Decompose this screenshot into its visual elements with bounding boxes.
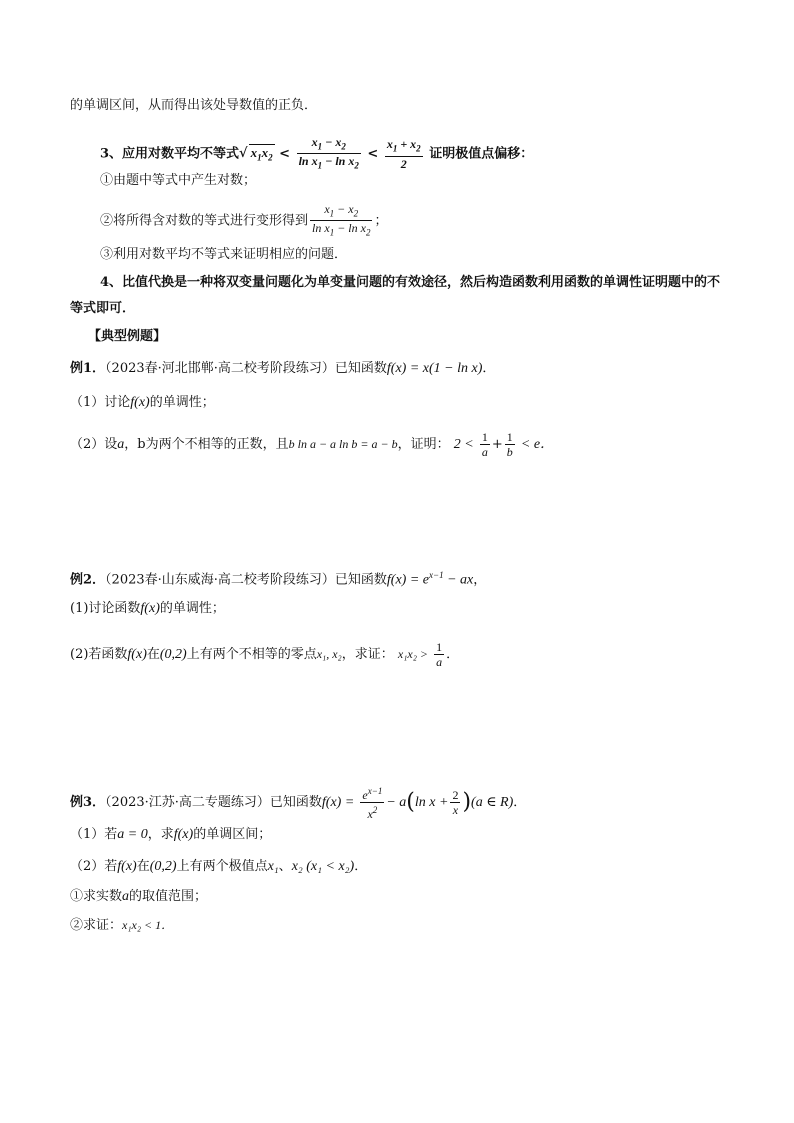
- ex3-sub1-suffix: 的取值范围；: [129, 889, 208, 904]
- item-3-sub-1: ①由题中等式中产生对数；: [100, 173, 257, 188]
- frac-1-over-a: $\frac{1}{a}$: [481, 430, 488, 459]
- ex3-q2-interval: (0,2): [149, 859, 177, 874]
- example-2-func-tail: − ax: [443, 572, 474, 588]
- ex2-q1-suffix: 的单调性；: [159, 601, 225, 616]
- ex3-q2-func: f(x): [117, 859, 137, 874]
- q2-ineq-left: 2 <: [453, 437, 474, 452]
- example-2-exponent: x−1: [429, 570, 444, 580]
- example-3-sub-1: [70, 888, 207, 906]
- ex2-q2-func: f(x): [127, 647, 147, 662]
- ex3-q1-mid: ，求: [147, 827, 174, 842]
- example-2-q1: [70, 600, 225, 618]
- ex3-q2-prefix: （2）若: [70, 859, 118, 874]
- ex2-q2-mid: 在: [146, 647, 160, 662]
- example-1-q2: （2）设a，b为两个不相等的正数，且b ln a − a ln b = a − b，证明： 2 < $\frac{1}{a}$ + $\frac{1}{b}$ < e．: [70, 430, 555, 459]
- q2-mid: ，b为两个不相等的正数，且: [124, 437, 289, 452]
- sub-2-suffix: ；: [374, 213, 388, 229]
- example-2-source: （2023春·山东威海·高二校考阶段练习）已知函数: [105, 572, 387, 588]
- example-3-title: 例3．（2023·江苏·高二专题练习）已知函数f(x) = $\frac{e^{x-1}}{x^2}$ − a(ln x + $\frac{2}{x}$ )(a ∈ R)．: [70, 786, 527, 821]
- example-2-label: 例2．: [70, 572, 106, 588]
- ex2-q2-text: 上有两个不相等的零点: [186, 647, 317, 662]
- example-3-func-left: f(x) =: [321, 795, 355, 810]
- ex3-q1-prefix: （1）若: [70, 827, 118, 842]
- item-3-label: 3、应用对数平均不等式: [100, 146, 240, 162]
- cont-line: 的单调区间，从而得出该处导数值的正负．: [70, 98, 318, 113]
- sqrt-x1x2: √ $x_1x_2$: [239, 146, 275, 161]
- ex3-q1-cond: a = 0: [117, 827, 148, 842]
- example-1-title: [70, 360, 495, 378]
- example-1-func: f(x) = x(1 − ln x): [386, 361, 483, 376]
- example-3-q2: [70, 858, 367, 876]
- item-3-tail: 证明极值点偏移：: [429, 146, 534, 162]
- frac-1-over-b: $\frac{1}{b}$: [506, 430, 513, 459]
- example-3-sub-2: [70, 916, 173, 935]
- ex3-q1-suffix: 的单调区间；: [193, 827, 272, 842]
- frac-exp-over-x2: $\frac{e^{x-1}}{x^2}$: [362, 786, 383, 821]
- arith-mean-fraction: $\frac{x_1 + x_2}{2}$: [386, 137, 421, 171]
- sub-2-prefix: ②将所得含对数的等式进行变形得到: [100, 213, 309, 229]
- ex3-sub1-prefix: ①求实数: [70, 889, 123, 904]
- q1-func: f(x): [130, 395, 150, 410]
- ex2-q1-func: f(x): [140, 601, 160, 616]
- example-3-end: ．: [513, 795, 527, 810]
- q2-var-a: a: [117, 437, 125, 452]
- q2-condition: b ln a − a ln b = a − b: [288, 437, 398, 451]
- ex2-q2-zeros: x₁, x₂: [316, 647, 342, 661]
- example-2-title: [70, 566, 486, 589]
- log-mean-fraction: $\frac{x_1 - x_2}{\ln x_1 - \ln x_2}$: [298, 135, 359, 171]
- ex3-q2-x2: x₂ (x₁ < x₂): [291, 859, 355, 874]
- ex2-q2-prefix: (2)若函数: [70, 647, 128, 662]
- item-3: 3、应用对数平均不等式√ $x_1x_2$ < $\frac{x_1 - x_2}{\ln x_1 - \ln x_2}$ < $\frac{x_1 + x_2}{2}$ 证明极值点偏移：: [100, 135, 534, 171]
- examples-header: 【典型例题】: [88, 329, 167, 344]
- frac-1-over-a: $\frac{1}{a}$: [436, 640, 443, 669]
- q1-prefix: （1）讨论: [70, 395, 131, 410]
- example-2-end: ，: [473, 572, 487, 588]
- ex3-q2-sep: 、: [278, 859, 292, 874]
- ex2-q2-ineq: x₁x₂ >: [397, 647, 428, 661]
- ex2-q1-prefix: (1)讨论函数: [70, 601, 141, 616]
- example-1-q1: [70, 394, 215, 412]
- item-3-sub-2: [100, 202, 387, 240]
- example-1-label: 例1．: [70, 361, 106, 376]
- example-3-label: 例3．: [70, 795, 106, 810]
- ex3-q2-x1: x₁: [267, 859, 279, 874]
- example-2-q2: [70, 640, 459, 669]
- q2-ineq-right: < e．: [520, 437, 555, 452]
- ex3-q2-text: 上有两个极值点: [176, 859, 268, 874]
- example-1-source: （2023春·河北邯郸·高二校考阶段练习）已知函数: [105, 361, 387, 376]
- frac-2-over-x: $\frac{2}{x}$: [452, 788, 459, 817]
- example-3-func-ln: ln x +: [414, 795, 449, 810]
- q2-prove: ，证明：: [397, 437, 450, 452]
- ex3-sub2-ineq: x₁x₂ < 1．: [122, 918, 174, 932]
- example-3-source: （2023·江苏·高二专题练习）已知函数: [105, 795, 322, 810]
- q2-prefix: （2）设: [70, 437, 118, 452]
- q1-suffix: 的单调性；: [149, 395, 215, 410]
- sub-2-fraction: $\frac{x_1 - x_2}{\ln x_1 - \ln x_2}$: [312, 202, 371, 238]
- item-4: 4、比值代换是一种将双变量问题化为单变量问题的有效途径，然后构造函数利用函数的单调性证明题中的不等式即可．: [70, 275, 721, 316]
- ex3-sub2-prefix: ②求证：: [70, 918, 123, 933]
- item-3-sub-3: ③利用对数平均不等式来证明相应的问题．: [100, 247, 348, 262]
- ex3-sub1-a: a: [122, 889, 130, 904]
- ex3-q2-mid: 在: [136, 859, 150, 874]
- ex3-q2-end: ．: [354, 859, 368, 874]
- example-3-cond: (a ∈ R): [471, 795, 514, 810]
- example-2-func: f(x) = e: [386, 572, 429, 588]
- example-3-func-mid: − a: [386, 795, 407, 810]
- ex2-q2-prove: ，求证：: [341, 647, 394, 662]
- ex3-q1-func: f(x): [173, 827, 194, 842]
- ex2-q2-interval: (0,2): [159, 647, 187, 662]
- example-3-q1: [70, 826, 271, 844]
- example-1-end: ．: [482, 361, 496, 376]
- ex2-q2-end: ．: [446, 647, 460, 662]
